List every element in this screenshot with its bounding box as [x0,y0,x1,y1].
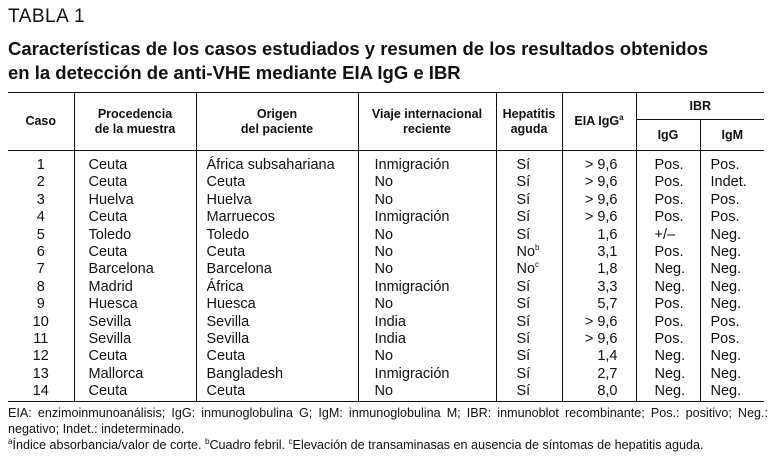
header-ibr: IBR [636,93,764,120]
cell-eia-value: 1,6 [597,226,618,243]
footnote-b-mark: b [204,436,210,446]
cell-hepatitis [496,314,562,331]
cell-viaje [358,331,496,348]
cell-hepatitis [496,209,562,226]
cell-caso-value: 11 [33,331,49,348]
footnote-abbreviations: EIA: enzimoinmunoanálisis; IgG: inmunoglobulina G; IgM: inmunoglobulina M; IBR: inmunoblot recombinante; Pos.: positivo; Neg.: negativo; Indet.: indeterminado. [8,406,768,436]
cell-origen [196,279,358,296]
cell-hepatitis-value: Sí [516,226,531,243]
cell-ibr-igg-value: Pos. [654,244,684,261]
cell-ibr-igg [636,348,700,365]
cell-ibr-igg [636,296,700,313]
cell-eia [562,174,636,191]
cell-ibr-igm [700,209,764,226]
cell-ibr-igg-value: Pos. [654,209,684,226]
cell-procedencia [74,314,196,331]
cell-ibr-igg [636,227,700,244]
cell-hepatitis-value: Sí [516,383,531,400]
cell-procedencia [74,151,196,175]
title-line-2: en la detección de anti-VHE mediante EIA IgG e IBR [8,62,461,83]
cell-caso-value: 4 [36,209,45,226]
cell-caso-value: 1 [36,157,45,173]
cell-procedencia-value: Ceuta [88,383,128,400]
header-procedencia [74,93,196,151]
cell-procedencia [74,174,196,191]
header-eia-text: EIA IgG [574,114,620,128]
cell-procedencia [74,261,196,278]
cell-origen [196,227,358,244]
header-origen-line-2: del paciente [240,121,314,136]
table-row [8,366,764,383]
cell-viaje-value: No [374,261,394,278]
table-title [8,37,764,85]
cell-viaje [358,261,496,278]
cell-ibr-igg-value: Pos. [654,191,684,208]
cell-ibr-igm-value: Pos. [710,191,740,208]
cell-ibr-igm [700,296,764,313]
cell-ibr-igg-value: Neg. [654,278,686,295]
cell-ibr-igm-value: Indet. [710,174,747,191]
cell-ibr-igm-value: Pos. [710,331,740,348]
cell-origen-value: Huelva [206,191,252,208]
cell-ibr-igm-value: Neg. [710,365,742,382]
header-viaje [358,93,496,151]
header-igm: IgM [700,120,764,151]
header-hepatitis-line-2: aguda [510,121,548,136]
cell-hepatitis [496,331,562,348]
cell-ibr-igm [700,174,764,191]
cell-caso [8,331,74,348]
cell-ibr-igg [636,192,700,209]
cell-eia [562,348,636,365]
cell-procedencia-value: Huesca [88,296,138,313]
cell-viaje-value: No [374,191,394,208]
cell-viaje-value: Inmigración [374,278,450,295]
header-origen [196,93,358,151]
header-eia-footnote-mark: a [619,112,624,122]
header-viaje-line-2: reciente [403,121,451,136]
cell-hepatitis [496,348,562,365]
cell-procedencia [74,366,196,383]
cell-ibr-igg-value: Neg. [654,348,686,365]
cell-ibr-igm [700,261,764,278]
cell-ibr-igm-value: Pos. [710,157,740,173]
cell-viaje-value: No [374,383,394,400]
cell-procedencia-value: Madrid [88,278,133,295]
cell-eia-value: 1,4 [597,348,618,365]
cell-viaje [358,209,496,226]
cell-ibr-igg [636,331,700,348]
cell-ibr-igm [700,227,764,244]
cell-ibr-igm-value: Neg. [710,261,742,278]
cell-ibr-igg-value: Pos. [654,296,684,313]
cell-eia [562,244,636,261]
cell-origen-value: Barcelona [206,261,272,278]
cell-origen-value: Bangladesh [206,365,284,382]
cell-ibr-igm-value: Neg. [710,383,742,400]
cell-hepatitis-value: No [516,244,536,261]
cell-caso-value: 5 [36,226,45,243]
cell-origen [196,151,358,175]
cell-origen [196,366,358,383]
cell-caso-value: 10 [32,313,49,330]
cell-caso [8,314,74,331]
footnote-mark: c [535,260,540,270]
cell-hepatitis [496,192,562,209]
cell-eia [562,331,636,348]
cell-caso [8,244,74,261]
cell-eia-value: > 9,6 [584,174,618,191]
table-row [8,279,764,296]
cell-origen [196,331,358,348]
footnote-c-mark: c [288,436,293,446]
cell-viaje-value: No [374,244,394,261]
cell-eia-value: > 9,6 [584,209,618,226]
cell-viaje [358,383,496,401]
cell-eia-value: > 9,6 [584,331,618,348]
cell-hepatitis [496,151,562,175]
cell-eia-value: 3,3 [597,278,618,295]
cell-eia [562,279,636,296]
cell-hepatitis-value: Sí [516,365,531,382]
cell-eia [562,151,636,175]
title-line-1: Características de los casos estudiados y resumen de los resultados obtenidos [8,38,709,59]
cell-caso [8,192,74,209]
cell-ibr-igg-value: Pos. [654,157,684,173]
cell-ibr-igm [700,151,764,175]
header-igg: IgG [636,120,700,151]
table-body [8,151,764,402]
cell-caso [8,151,74,175]
cell-eia-value: 5,7 [597,296,618,313]
cell-origen-value: Marruecos [206,209,275,226]
cell-hepatitis-value: Sí [516,296,531,313]
cell-hepatitis-value: Sí [516,331,531,348]
cell-viaje-value: Inmigración [374,365,450,382]
cell-eia [562,261,636,278]
cell-hepatitis-value: Sí [516,348,531,365]
cell-eia-value: > 9,6 [584,191,618,208]
cell-ibr-igg [636,209,700,226]
cases-table [8,92,764,402]
cell-origen-value: África [206,278,244,295]
cell-hepatitis-value: Sí [516,313,531,330]
cell-viaje-value: No [374,174,394,191]
cell-origen [196,383,358,401]
cell-caso-value: 7 [36,261,45,278]
cell-ibr-igm-value: Neg. [710,244,742,261]
cell-viaje [358,366,496,383]
cell-viaje [358,314,496,331]
cell-caso [8,174,74,191]
cell-ibr-igm [700,366,764,383]
cell-ibr-igg [636,261,700,278]
cell-caso [8,261,74,278]
cell-viaje-value: No [374,226,394,243]
cell-viaje-value: India [374,331,406,348]
cell-ibr-igm [700,279,764,296]
cell-ibr-igg [636,314,700,331]
cell-ibr-igg-value: Neg. [654,261,686,278]
cell-procedencia [74,296,196,313]
cell-hepatitis-value: Sí [516,209,531,226]
cell-caso [8,227,74,244]
cell-origen-value: Toledo [206,226,250,243]
cell-ibr-igg [636,151,700,175]
cell-caso-value: 14 [32,383,49,400]
footnote-notes [8,437,768,453]
cell-procedencia-value: Barcelona [88,261,154,278]
cell-viaje-value: No [374,296,394,313]
table-label: TABLA 1 [8,6,86,27]
cell-hepatitis-value: Sí [516,174,531,191]
cell-caso-value: 2 [36,174,45,191]
cell-viaje-value: Inmigración [374,157,450,173]
cell-ibr-igg-value: +/– [654,226,676,243]
cell-origen [196,244,358,261]
cell-hepatitis [496,261,562,278]
cell-ibr-igm [700,348,764,365]
cell-ibr-igg-value: Pos. [654,313,684,330]
table-row [8,151,764,175]
cell-viaje [358,296,496,313]
cell-procedencia [74,209,196,226]
cell-caso-value: 3 [36,191,45,208]
cell-origen [196,174,358,191]
cell-origen [196,296,358,313]
header-caso: Caso [8,93,74,151]
cell-procedencia-value: Mallorca [88,365,144,382]
cell-ibr-igg [636,279,700,296]
cell-caso [8,296,74,313]
cell-procedencia-value: Sevilla [88,331,132,348]
cell-ibr-igg [636,244,700,261]
cell-procedencia-value: Huelva [88,191,134,208]
cell-origen [196,192,358,209]
cell-procedencia [74,279,196,296]
cell-origen-value: Ceuta [206,383,246,400]
cell-procedencia-value: Ceuta [88,348,128,365]
cell-eia-value: 2,7 [597,365,618,382]
cell-caso [8,209,74,226]
cell-viaje-value: No [374,348,394,365]
footnote-c-text: Elevación de transaminasas en ausencia de síntomas de hepatitis aguda. [292,438,704,452]
header-hepatitis-line-1: Hepatitis [502,106,556,121]
cell-origen [196,261,358,278]
cell-eia [562,209,636,226]
cell-ibr-igg-value: Pos. [654,331,684,348]
cell-origen-value: Ceuta [206,244,246,261]
cell-origen-value: Sevilla [206,331,250,348]
cell-ibr-igg [636,383,700,401]
cell-ibr-igg [636,366,700,383]
cell-eia [562,366,636,383]
cell-origen-value: Sevilla [206,313,250,330]
cell-ibr-igm-value: Pos. [710,313,740,330]
cell-caso [8,279,74,296]
cell-hepatitis [496,279,562,296]
cell-viaje [358,348,496,365]
table-row [8,314,764,331]
cell-procedencia [74,192,196,209]
cell-ibr-igm-value: Neg. [710,296,742,313]
cell-procedencia [74,244,196,261]
table-row [8,296,764,313]
cell-procedencia-value: Ceuta [88,174,128,191]
cell-hepatitis [496,383,562,401]
cell-eia-value: 3,1 [597,244,618,261]
cell-hepatitis [496,244,562,261]
cell-origen [196,348,358,365]
header-origen-line-1: Origen [256,106,298,121]
cell-eia [562,296,636,313]
cell-procedencia-value: Toledo [88,226,132,243]
header-procedencia-line-1: Procedencia [97,106,173,121]
cell-caso-value: 12 [32,348,49,365]
cell-eia-value: > 9,6 [584,157,618,173]
cell-ibr-igg-value: Neg. [654,365,686,382]
cell-origen-value: Ceuta [206,174,246,191]
cell-hepatitis [496,227,562,244]
cell-ibr-igm [700,331,764,348]
cell-viaje-value: India [374,313,406,330]
cell-procedencia [74,348,196,365]
cell-caso-value: 13 [32,365,49,382]
cell-hepatitis [496,366,562,383]
table-row [8,348,764,365]
table-row [8,192,764,209]
cell-caso [8,366,74,383]
cell-procedencia-value: Ceuta [88,244,128,261]
cell-ibr-igg-value: Neg. [654,383,686,400]
cell-viaje [358,279,496,296]
cell-ibr-igm [700,192,764,209]
cell-ibr-igm [700,314,764,331]
cell-ibr-igm [700,244,764,261]
cell-eia [562,383,636,401]
cell-procedencia-value: Sevilla [88,313,132,330]
cell-hepatitis-value: No [516,261,536,278]
cell-origen-value: Huesca [206,296,256,313]
cell-ibr-igg-value: Pos. [654,174,684,191]
table-row [8,227,764,244]
cell-ibr-igm-value: Pos. [710,209,740,226]
cell-hepatitis-value: Sí [516,278,531,295]
cell-viaje-value: Inmigración [374,209,450,226]
footnote-mark: b [535,243,540,253]
cell-caso-value: 9 [36,296,45,313]
cell-viaje [358,244,496,261]
cell-eia [562,314,636,331]
cell-ibr-igg [636,174,700,191]
cell-eia [562,192,636,209]
cell-ibr-igm-value: Neg. [710,278,742,295]
footnote-a-text: Índice absorbancia/valor de corte. [12,438,205,452]
cell-caso [8,348,74,365]
table-row [8,331,764,348]
cell-origen [196,314,358,331]
cell-procedencia [74,227,196,244]
cell-origen-value: África subsahariana [206,157,335,173]
cell-viaje [358,192,496,209]
cell-origen-value: Ceuta [206,348,246,365]
table-row [8,383,764,401]
table-row [8,261,764,278]
cell-hepatitis [496,296,562,313]
cell-eia [562,227,636,244]
cell-viaje [358,151,496,175]
cell-viaje [358,174,496,191]
header-eia [562,93,636,151]
cell-eia-value: > 9,6 [584,313,618,330]
table-row [8,244,764,261]
cell-viaje [358,227,496,244]
cell-origen [196,209,358,226]
header-procedencia-line-2: de la muestra [94,121,176,136]
cell-procedencia-value: Ceuta [88,157,128,173]
cell-hepatitis [496,174,562,191]
cell-procedencia-value: Ceuta [88,209,128,226]
cell-ibr-igm-value: Neg. [710,226,742,243]
cell-eia-value: 8,0 [597,383,618,400]
cell-caso-value: 6 [36,244,45,261]
cell-caso [8,383,74,401]
cell-hepatitis-value: Sí [516,191,531,208]
cell-caso-value: 8 [36,278,45,295]
footnote-b-text: Cuadro febril. [209,438,289,452]
table-row [8,209,764,226]
cell-ibr-igm-value: Neg. [710,348,742,365]
table-row [8,174,764,191]
footnote-a-mark: a [8,436,13,446]
cell-procedencia [74,383,196,401]
cell-hepatitis-value: Sí [516,157,531,173]
header-hepatitis [496,93,562,151]
cell-eia-value: 1,8 [597,261,618,278]
cell-ibr-igm [700,383,764,401]
cell-procedencia [74,331,196,348]
header-viaje-line-1: Viaje internacional [371,106,483,121]
